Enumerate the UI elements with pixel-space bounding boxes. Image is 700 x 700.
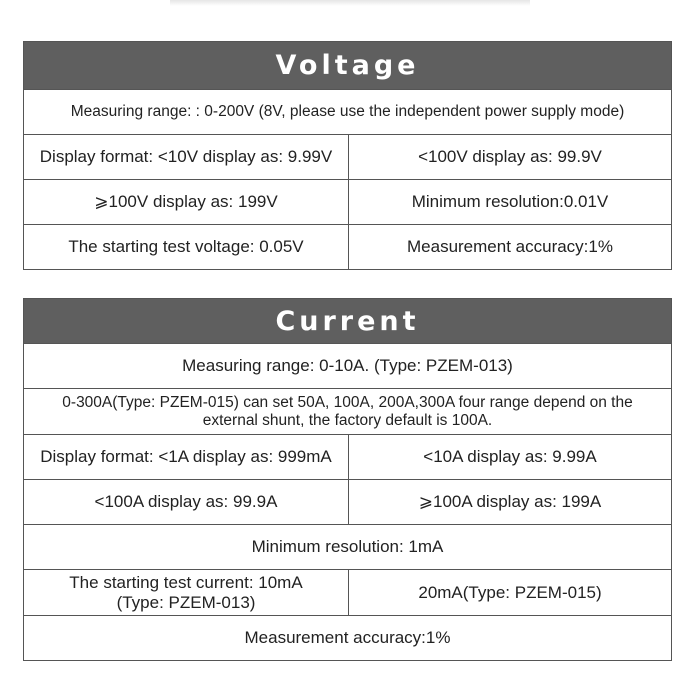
voltage-start-row bbox=[24, 224, 671, 269]
current-resolution-row bbox=[24, 524, 671, 569]
voltage-display-format-2: <100V display as: 99.9V bbox=[418, 147, 602, 167]
voltage-starting-voltage: The starting test voltage: 0.05V bbox=[24, 225, 349, 269]
current-display-format-1: Display format: <1A display as: 999mA bbox=[24, 435, 349, 479]
voltage-display-row-2 bbox=[24, 179, 671, 224]
current-display-format-2: <10A display as: 9.99A bbox=[423, 447, 597, 467]
voltage-header: Voltage bbox=[24, 42, 671, 89]
current-display-format-4: ⩾100A display as: 199A bbox=[418, 492, 602, 512]
voltage-display-format-1: Display format: <10V display as: 9.99V bbox=[24, 135, 349, 179]
current-range-row bbox=[24, 343, 671, 388]
current-spec-table bbox=[23, 298, 672, 661]
voltage-spec-table bbox=[23, 41, 672, 270]
current-measuring-range: Measuring range: 0-10A. (Type: PZEM-013) bbox=[182, 356, 513, 376]
current-accuracy: Measurement accuracy:1% bbox=[244, 628, 451, 648]
current-start-row bbox=[24, 569, 671, 615]
current-starting-current-line2: (Type: PZEM-013) bbox=[116, 592, 256, 612]
current-range-note: 0-300A(Type: PZEM-015) can set 50A, 100A, 200A,300A four range depend on the external shunt, the factory default is 100A. bbox=[62, 393, 633, 429]
current-display-row-1 bbox=[24, 434, 671, 479]
voltage-display-row-1 bbox=[24, 134, 671, 179]
current-min-resolution: Minimum resolution: 1mA bbox=[251, 537, 444, 557]
voltage-measuring-range: Measuring range: : 0-200V (8V, please use the independent power supply mode) bbox=[70, 103, 625, 121]
current-display-row-2 bbox=[24, 479, 671, 524]
current-accuracy-row bbox=[24, 615, 671, 660]
current-display-format-3: <100A display as: 99.9A bbox=[24, 480, 349, 524]
current-starting-current-line1: The starting test current: 10mA bbox=[69, 572, 303, 592]
current-range-note-row bbox=[24, 388, 671, 434]
top-divider bbox=[170, 0, 530, 6]
current-header: Current bbox=[24, 299, 671, 343]
voltage-display-format-3: ⩾100V display as: 199V bbox=[24, 180, 349, 224]
current-starting-current bbox=[24, 570, 349, 615]
voltage-accuracy: Measurement accuracy:1% bbox=[407, 237, 613, 257]
voltage-min-resolution: Minimum resolution:0.01V bbox=[411, 192, 609, 212]
current-starting-current-alt: 20mA(Type: PZEM-015) bbox=[418, 582, 602, 602]
voltage-range-row bbox=[24, 89, 671, 134]
